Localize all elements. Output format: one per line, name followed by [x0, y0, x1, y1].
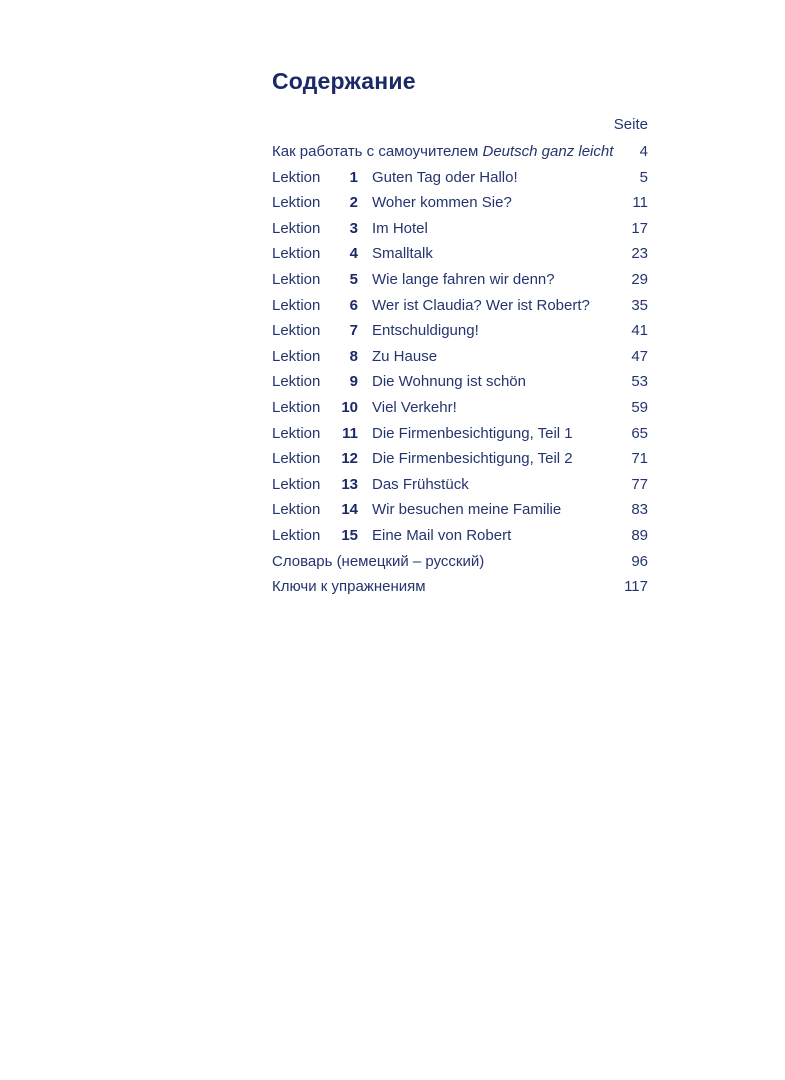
- toc-lesson-row: [272, 523, 648, 549]
- toc-page-number: 5: [639, 168, 648, 186]
- toc-lesson-row: [272, 318, 648, 344]
- lesson-title: Im Hotel: [372, 219, 428, 237]
- lesson-label: Lektion: [272, 398, 321, 416]
- lesson-title: Die Firmenbesichtigung, Teil 1: [372, 424, 573, 442]
- lesson-number: 8: [349, 347, 358, 365]
- toc-lesson-row: [272, 421, 648, 447]
- lesson-number: 14: [341, 501, 358, 519]
- lesson-title: Guten Tag oder Hallo!: [372, 168, 518, 186]
- lesson-title: Das Frühstück: [372, 475, 469, 493]
- lesson-label: Lektion: [272, 322, 321, 340]
- toc-page-number: 23: [631, 245, 648, 263]
- toc-intro-text: Как работать с самоучителем: [272, 143, 483, 160]
- toc-lesson-row: [272, 369, 648, 395]
- lesson-label: Lektion: [272, 245, 321, 263]
- appendix-title: Ключи к упражнениям: [272, 578, 426, 596]
- toc-page-number: 17: [631, 219, 648, 237]
- lesson-number: 10: [341, 398, 358, 416]
- toc-page-number: 71: [631, 450, 648, 468]
- toc-lesson-row: [272, 446, 648, 472]
- lesson-title: Wir besuchen meine Familie: [372, 501, 562, 519]
- page-column-header: Seite: [613, 116, 648, 133]
- lesson-label: Lektion: [272, 270, 321, 288]
- toc-page-number: 29: [631, 270, 648, 288]
- lesson-title: Die Wohnung ist schön: [372, 373, 526, 391]
- toc-lesson-row: [272, 497, 648, 523]
- lesson-number: 12: [341, 450, 358, 468]
- lesson-label: Lektion: [272, 526, 321, 544]
- lesson-title: Smalltalk: [372, 245, 433, 263]
- lesson-label: Lektion: [272, 194, 321, 212]
- lesson-title: Woher kommen Sie?: [372, 194, 512, 212]
- toc-page-number: 77: [631, 475, 648, 493]
- toc-intro-row: [272, 139, 648, 165]
- lesson-label: Lektion: [272, 501, 321, 519]
- toc-page-number: 117: [624, 578, 648, 596]
- toc-page-number: 65: [631, 424, 648, 442]
- toc-lesson-row: [272, 241, 648, 267]
- toc-page-number: 83: [631, 501, 648, 519]
- lesson-title: Wer ist Claudia? Wer ist Robert?: [372, 296, 590, 314]
- lesson-number: 5: [349, 270, 358, 288]
- toc-lesson-row: [272, 293, 648, 319]
- lesson-number: 3: [349, 219, 358, 237]
- toc-lesson-row: [272, 472, 648, 498]
- toc-lesson-row: [272, 216, 648, 242]
- toc-page-number: 89: [631, 526, 648, 544]
- toc-intro-title: [272, 139, 613, 165]
- lesson-label: Lektion: [272, 168, 321, 186]
- lesson-title: Eine Mail von Robert: [372, 526, 512, 544]
- toc-page-number: 47: [631, 347, 648, 365]
- lesson-label: Lektion: [272, 347, 321, 365]
- lesson-number: 9: [349, 373, 358, 391]
- toc-page-number: 41: [631, 322, 648, 340]
- toc-appendix-row: [272, 574, 648, 600]
- table-of-contents: [272, 139, 648, 600]
- lesson-number: 1: [349, 168, 358, 186]
- lesson-number: 4: [349, 245, 358, 263]
- lesson-number: 2: [349, 194, 358, 212]
- lesson-title: Die Firmenbesichtigung, Teil 2: [372, 450, 573, 468]
- toc-page-number: 35: [631, 296, 648, 314]
- toc-page-number: 96: [631, 552, 648, 570]
- toc-intro-book-title: Deutsch ganz leicht: [482, 143, 614, 160]
- toc-page-number: 59: [631, 398, 648, 416]
- toc-page-number: 4: [639, 143, 648, 160]
- lesson-title: Entschuldigung!: [372, 322, 479, 340]
- toc-lesson-row: [272, 344, 648, 370]
- lesson-number: 15: [341, 526, 358, 544]
- lesson-number: 6: [349, 296, 358, 314]
- lesson-label: Lektion: [272, 296, 321, 314]
- lesson-label: Lektion: [272, 450, 321, 468]
- lesson-number: 7: [349, 322, 358, 340]
- toc-page-number: 11: [632, 194, 648, 212]
- lesson-number: 11: [342, 424, 358, 442]
- toc-lesson-row: [272, 395, 648, 421]
- toc-lesson-row: [272, 267, 648, 293]
- toc-lesson-row: [272, 165, 648, 191]
- lesson-label: Lektion: [272, 373, 321, 391]
- toc-page-number: 53: [631, 373, 648, 391]
- lesson-title: Zu Hause: [372, 347, 438, 365]
- lesson-title: Viel Verkehr!: [372, 398, 457, 416]
- appendix-title: Словарь (немецкий – русский): [272, 552, 485, 570]
- lesson-label: Lektion: [272, 475, 321, 493]
- lesson-label: Lektion: [272, 219, 321, 237]
- toc-appendix-row: [272, 549, 648, 575]
- lesson-label: Lektion: [272, 424, 321, 442]
- page-title: Содержание: [272, 68, 416, 94]
- lesson-title: Wie lange fahren wir denn?: [372, 270, 555, 288]
- toc-lesson-row: [272, 190, 648, 216]
- lesson-number: 13: [341, 475, 358, 493]
